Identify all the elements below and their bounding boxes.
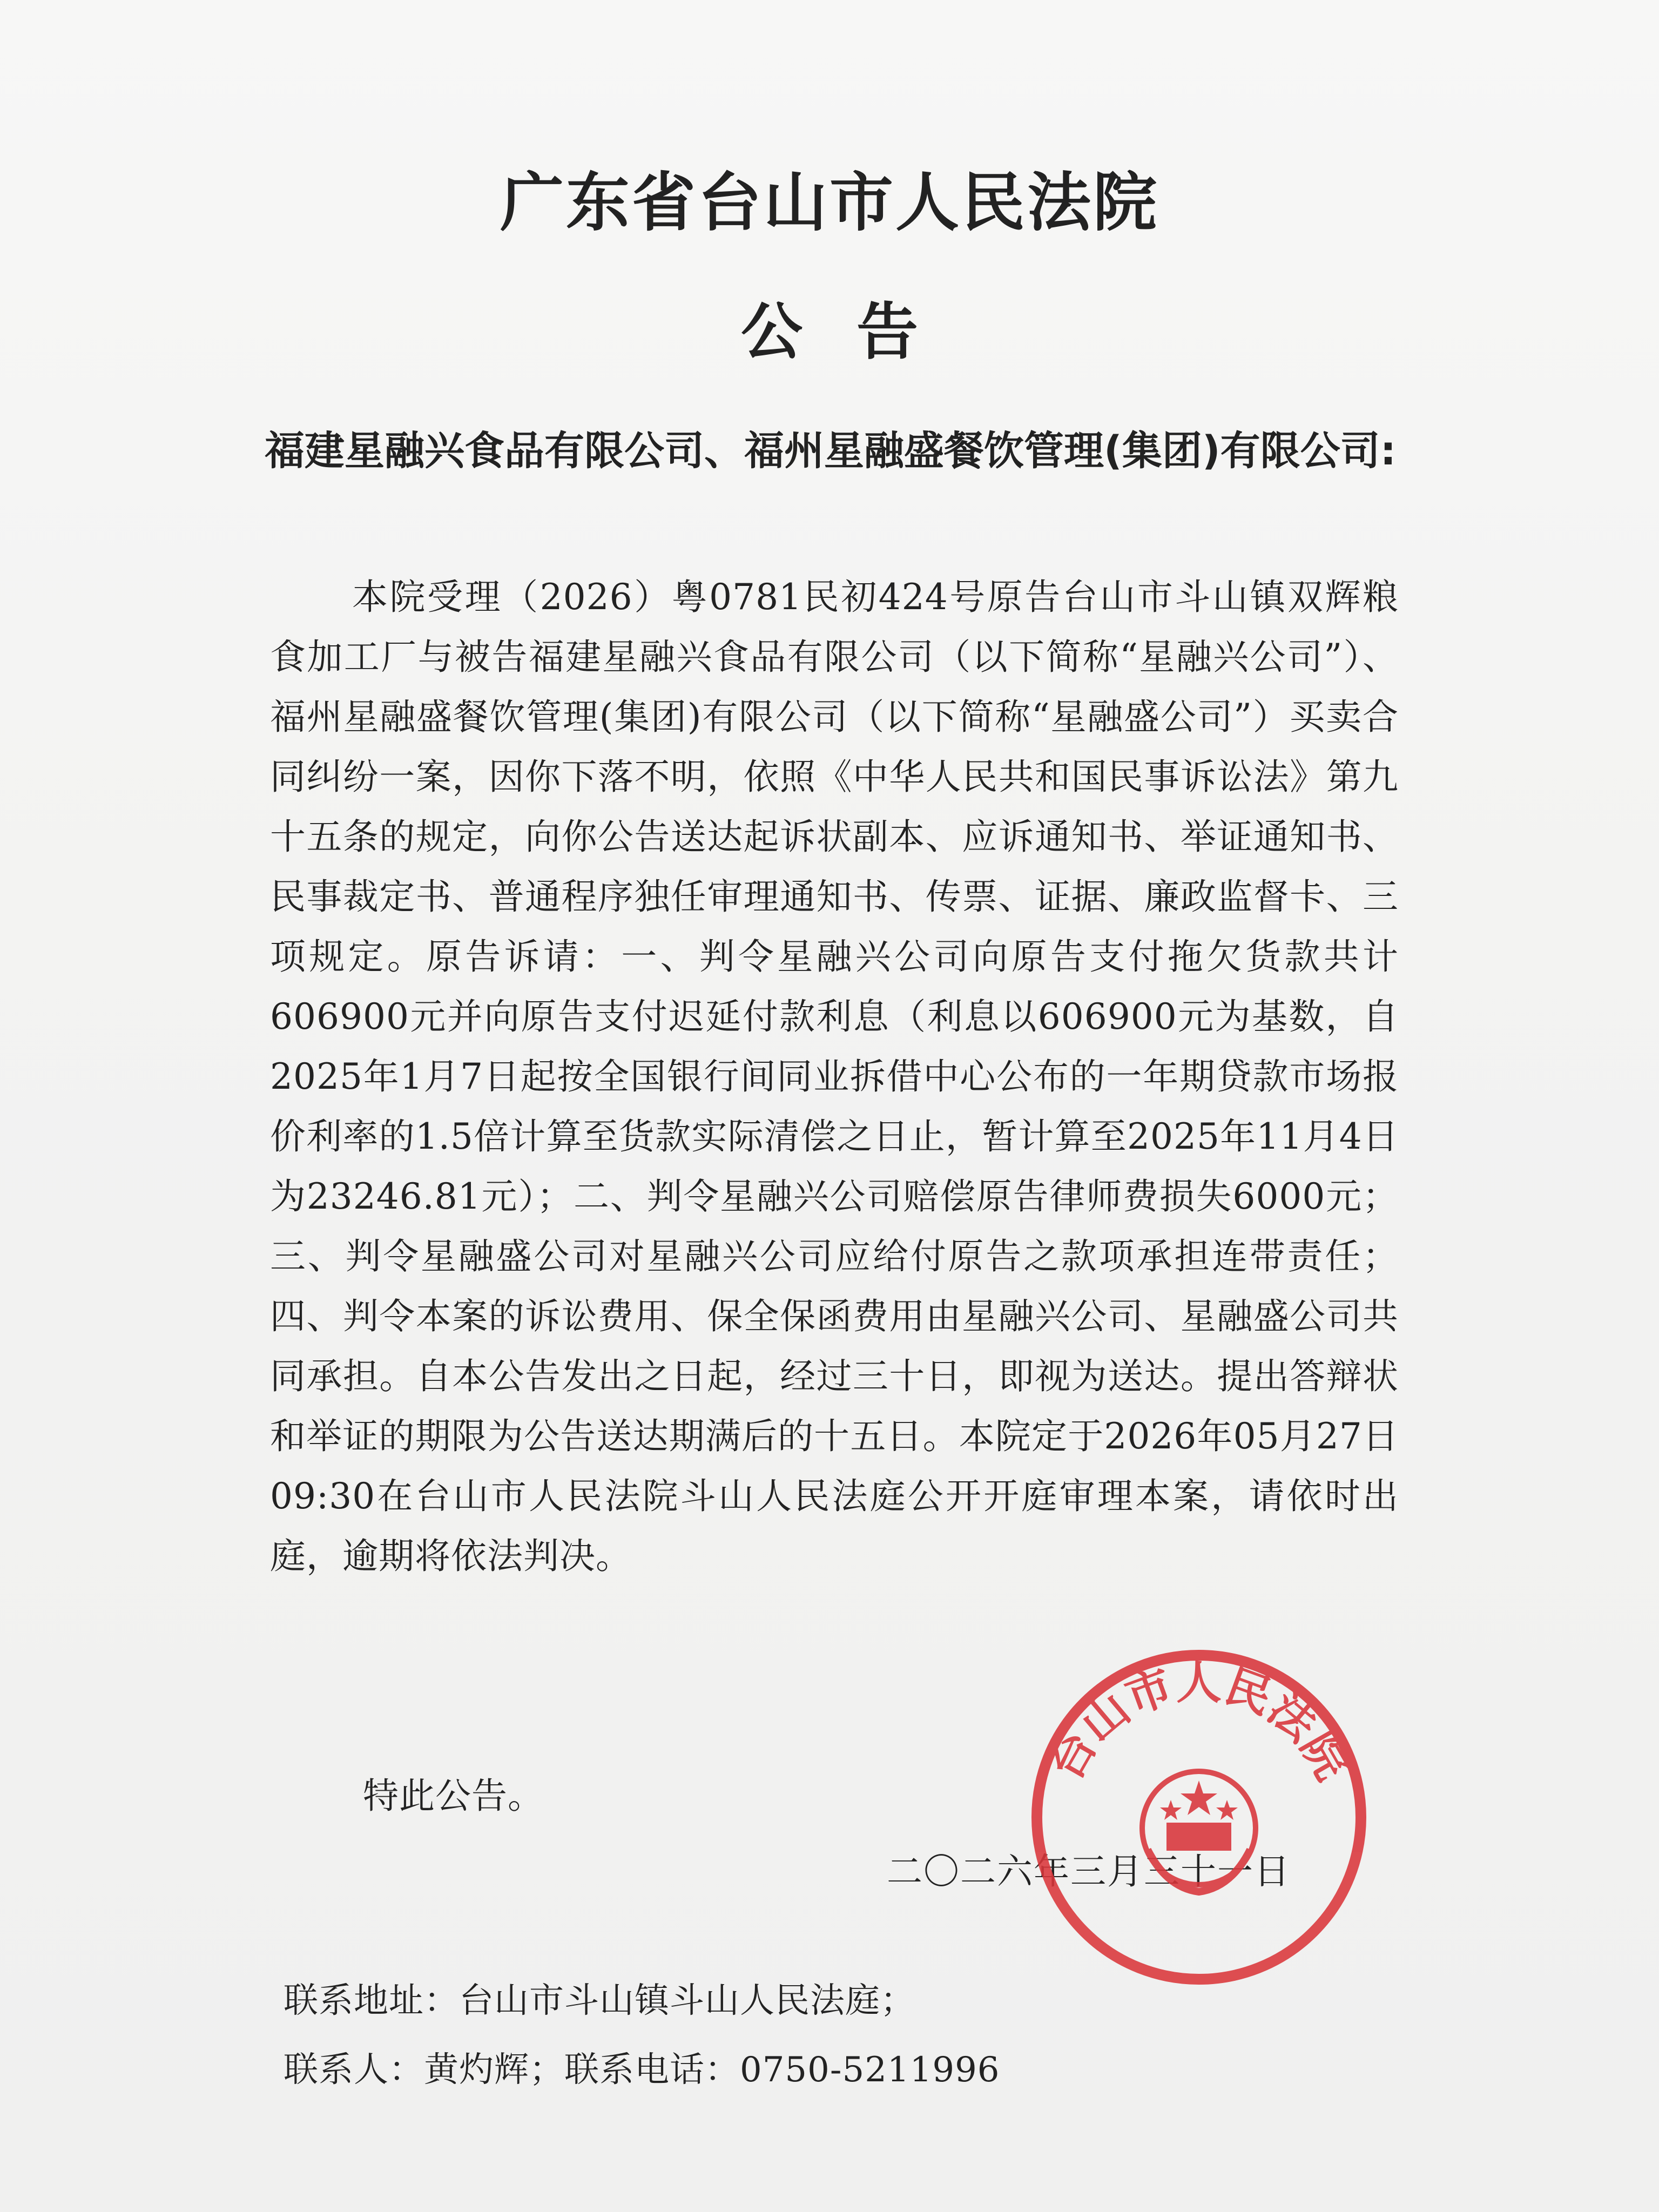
seal-text: 台山市人民法院: [1038, 1656, 1360, 1789]
closing-phrase: 特此公告。: [363, 1775, 544, 1817]
notice-title: 公告: [740, 296, 972, 368]
contact-person-phone: 联系人：黄灼辉；联系电话：0750-5211996: [284, 2050, 1000, 2090]
contact-address: 联系地址：台山市斗山镇斗山人民法庭；: [284, 1981, 915, 2021]
court-seal-stamp-icon: [1026, 1644, 1372, 1990]
notice-body: 本院受理（2026）粤0781民初424号原告台山市斗山镇双辉粮食加工厂与被告福建星融兴食品有限公司（以下简称“星融兴公司”）、福州星融盛餐饮管理(集团)有限公司（以下简称“星融盛公司”）买卖合同纠纷一案，因你下落不明，依照《中华人民共和国民事诉讼法》第九十五条的规定，向你公告送达起诉状副本、应诉通知书、举证通知书、民事裁定书、普通程序独任审理通知书、传票、证据、廉政监督卡、三项规定。原告诉请：一、判令星融兴公司向原告支付拖欠货款共计606900元并向原告支付迟延付款利息（利息以606900元为基数，自2025年1月7日起按全国银行间同业拆借中心公布的一年期贷款市场报价利率的1.5倍计算至货款实际清偿之日止，暂计算至2025年11月4日为23246.81元）；二、判令星融兴公司赔偿原告律师费损失6000元；三、判令星融盛公司对星融兴公司应给付原告之款项承担连带责任；四、判令本案的诉讼费用、保全保函费用由星融兴公司、星融盛公司共同承担。自本公告发出之日起，经过三十日，即视为送达。提出答辩状和举证的期限为公告送达期满后的十五日。本院定于2026年05月27日09:30在台山市人民法院斗山人民法庭公开开庭审理本案，请依时出庭，逾期将依法判决。: [270, 576, 1399, 1577]
court-name-heading: 广东省台山市人民法院: [500, 165, 1159, 240]
notice-date: 二〇二六年三月三十一日: [887, 1851, 1291, 1892]
addressee-line: 福建星融兴食品有限公司、福州星融盛餐饮管理(集团)有限公司:: [265, 428, 1397, 474]
